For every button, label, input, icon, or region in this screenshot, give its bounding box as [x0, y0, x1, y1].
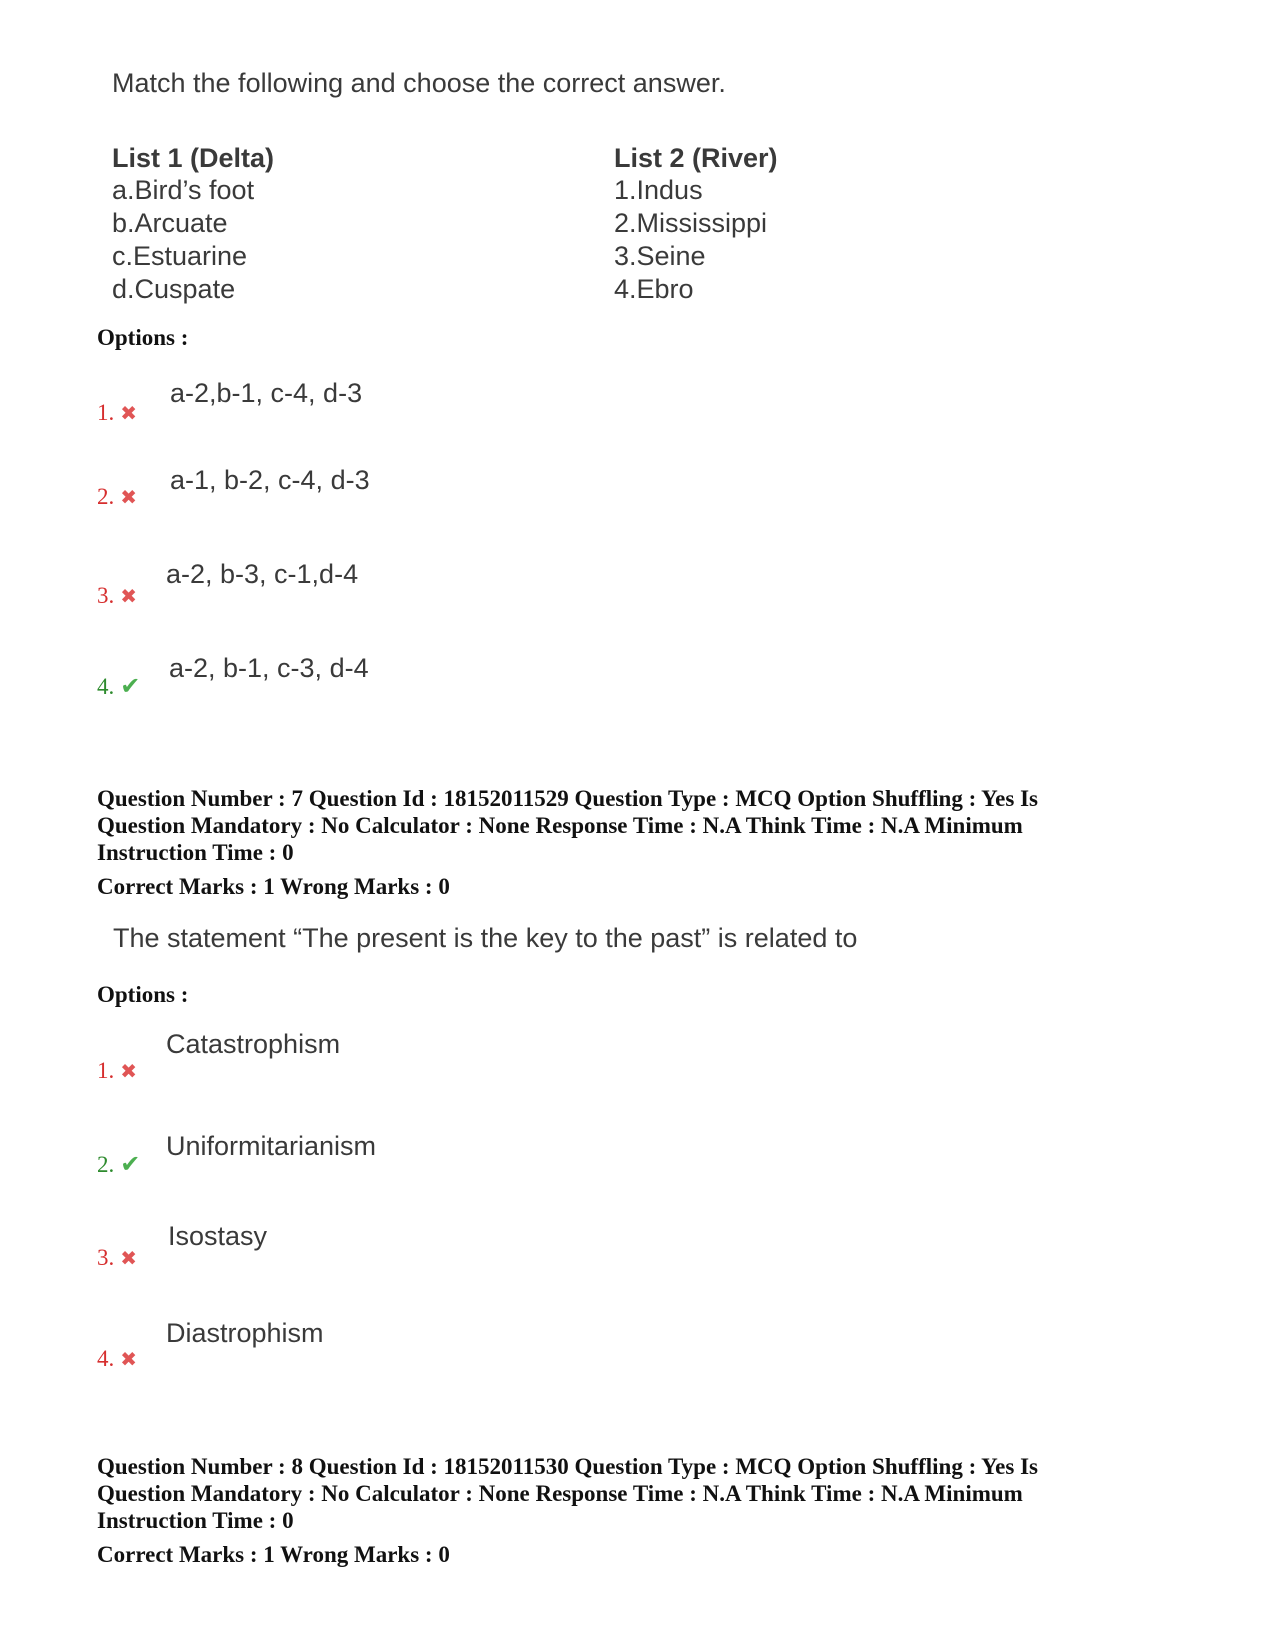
- list-1: [112, 143, 532, 306]
- cross-icon: ✖: [120, 1246, 138, 1270]
- marks-info: Correct Marks : 1 Wrong Marks : 0: [97, 1542, 450, 1567]
- option-marker: [97, 400, 137, 426]
- option-marker: [97, 1058, 137, 1084]
- option-number: 4.: [97, 674, 115, 699]
- option-text: a-2,b-1, c-4, d-3: [170, 378, 363, 408]
- option-text: a-2, b-1, c-3, d-4: [169, 653, 369, 683]
- cross-icon: ✖: [120, 1347, 138, 1371]
- option-marker: [97, 484, 137, 510]
- check-icon: ✔: [120, 672, 141, 700]
- meta-line: Question Number : 8 Question Id : 18152011530 Question Type : MCQ Option Shuffling : Yes Is: [97, 1454, 1038, 1479]
- cross-icon: ✖: [120, 401, 138, 425]
- list-2: [614, 143, 1034, 306]
- option-marker: [97, 1346, 137, 1372]
- option-number: 4.: [97, 1346, 115, 1371]
- cross-icon: ✖: [120, 584, 138, 608]
- marks-info: Correct Marks : 1 Wrong Marks : 0: [97, 874, 450, 899]
- list-1-item: b.Arcuate: [112, 208, 228, 238]
- question-meta: [97, 785, 1107, 866]
- cross-icon: ✖: [120, 1059, 138, 1083]
- list-2-item: 3.Seine: [614, 241, 706, 271]
- option-number: 2.: [97, 1152, 115, 1177]
- option-text: Isostasy: [168, 1221, 268, 1251]
- meta-line: Instruction Time : 0: [97, 1508, 294, 1533]
- list-1-item: d.Cuspate: [112, 274, 236, 304]
- list-2-item: 4.Ebro: [614, 274, 694, 304]
- option-text: a-2, b-3, c-1,d-4: [166, 559, 359, 589]
- question-stem: The statement “The present is the key to the past” is related to: [113, 923, 858, 953]
- option-text: Catastrophism: [166, 1029, 341, 1059]
- option-marker: [97, 1150, 140, 1178]
- question-stem: Match the following and choose the correct answer.: [112, 68, 726, 98]
- meta-line: Question Mandatory : No Calculator : None Response Time : N.A Think Time : N.A Minimum: [97, 813, 1023, 838]
- option-number: 1.: [97, 400, 115, 425]
- option-text: a-1, b-2, c-4, d-3: [170, 465, 370, 495]
- options-label: Options :: [97, 325, 189, 350]
- option-number: 3.: [97, 1245, 115, 1270]
- meta-line: Instruction Time : 0: [97, 840, 294, 865]
- cross-icon: ✖: [120, 485, 138, 509]
- option-number: 1.: [97, 1058, 115, 1083]
- option-number: 2.: [97, 484, 115, 509]
- option-number: 3.: [97, 583, 115, 608]
- option-marker: [97, 583, 137, 609]
- option-text: Diastrophism: [166, 1318, 324, 1348]
- list-1-heading: List 1 (Delta): [112, 143, 275, 173]
- list-1-item: a.Bird’s foot: [112, 175, 255, 205]
- list-2-item: 1.Indus: [614, 175, 703, 205]
- list-2-item: 2.Mississippi: [614, 208, 768, 238]
- meta-line: Question Number : 7 Question Id : 18152011529 Question Type : MCQ Option Shuffling : Yes Is: [97, 786, 1038, 811]
- options-label: Options :: [97, 982, 189, 1007]
- question-meta: [97, 1453, 1107, 1534]
- list-2-heading: List 2 (River): [614, 143, 778, 173]
- list-1-item: c.Estuarine: [112, 241, 248, 271]
- option-marker: [97, 672, 140, 700]
- check-icon: ✔: [120, 1150, 141, 1178]
- option-text: Uniformitarianism: [166, 1131, 377, 1161]
- meta-line: Question Mandatory : No Calculator : None Response Time : N.A Think Time : N.A Minimum: [97, 1481, 1023, 1506]
- option-marker: [97, 1245, 137, 1271]
